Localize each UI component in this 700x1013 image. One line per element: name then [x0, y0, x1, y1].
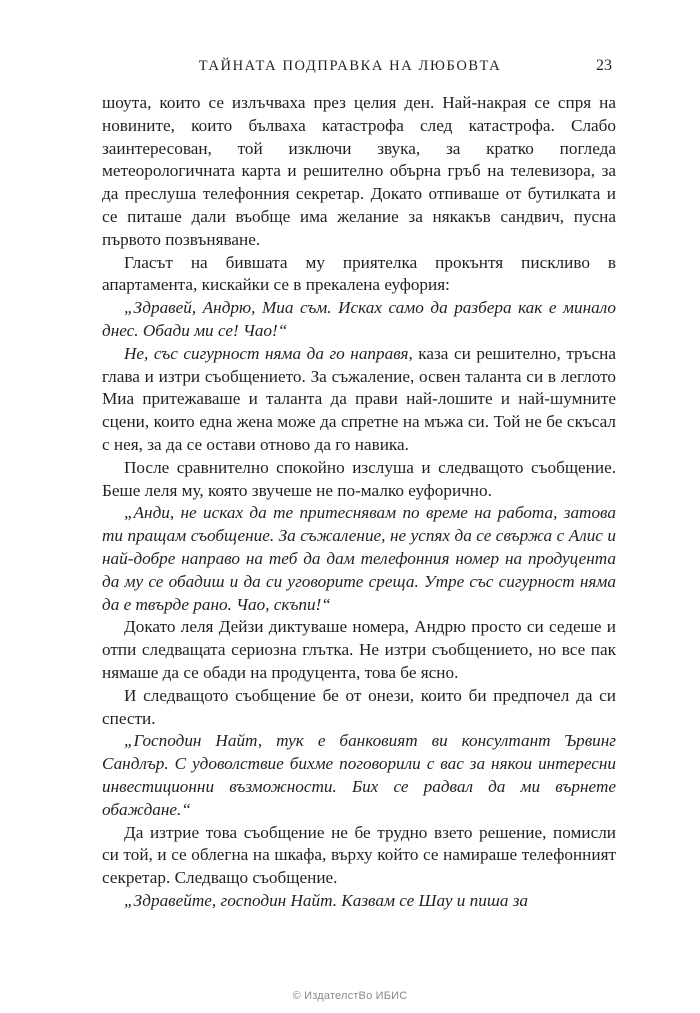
message-quote: „Господин Найт, тук е банковият ви консултант Ървинг Сандлър. С удоволствие бихме поговорили с вас за някои интересни инвестиционни възможности. Бих се радвал да ми върнете обаждане.“ — [102, 731, 616, 819]
paragraph — [102, 343, 616, 457]
paragraph: Докато леля Дейзи диктуваше номера, Андрю просто си седеше и отпи следващата сериозна глътка. Не изтри съобщението, но все пак нямаше да се обади на продуцента, това бе ясно. — [102, 617, 616, 682]
paragraph: После сравнително спокойно изслуша и следващото съобщение. Беше леля му, която звучеше не по-малко еуфорично. — [102, 457, 616, 500]
inner-thought: Не, със сигурност няма да го направя — [124, 343, 409, 363]
paragraph: Да изтрие това съобщение не бе трудно взето решение, помисли си той, и се облегна на шкафа, върху който се намираше телефонният секретар. Следващо съобщение. — [102, 822, 616, 888]
publisher-copyright: © ИздателстВо ИБИС — [292, 990, 408, 1002]
paragraph: шоута, които се излъчваха през целия ден. Най-накрая се спря на новините, които бълваха катастрофа след катастрофа. Слабо заинтересован, той изключи звука, за кратко погледа метеорологичната карта и решително обърна гръб на телевизора, за да преслуша телефонния секретар. Докато отпиваше от бутилката и се питаше дали въобще има желание за някакъв сандвич, пусна първото позвъняване. — [102, 93, 616, 249]
book-title: ТАЙНАТА ПОДПРАВКА НА ЛЮБОВТА — [198, 58, 502, 74]
message-quote: „Анди, не исках да те притеснявам по време на работа, затова ти пращам съобщение. За съжаление, не успях да се свържа с Алис и най-добре направо на теб да дам телефонния номер на продуцента да му се обадиш и да си уговорите среща. Утре със сигурност няма да е твърде рано. Чао, скъпи!“ — [102, 503, 616, 614]
body-text — [102, 92, 616, 913]
paragraph-text: , каза си решително, тръсна глава и изтри съобщението. За съжаление, освен таланта си в леглото Миа притежаваше и таланта да прави най-лошите и най-шумните сцени, които една жена може да спретне на мъжа си. Той не бе скъсал с нея, за да се остави отново да го навика. — [102, 343, 616, 454]
message-quote: „Здравейте, господин Найт. Казвам се Шау и пиша за — [124, 890, 529, 910]
paragraph: И следващото съобщение бе от онези, които би предпочел да си спести. — [102, 685, 616, 728]
running-header — [0, 56, 700, 80]
message-quote: „Здравей, Андрю, Миа съм. Исках само да разбера как е минало днес. Обади ми се! Чао!“ — [102, 298, 616, 340]
page-number: 23 — [596, 57, 612, 74]
paragraph: Гласът на бившата му приятелка прокънтя пискливо в апартамента, кискайки се в прекалена еуфория: — [102, 252, 616, 295]
